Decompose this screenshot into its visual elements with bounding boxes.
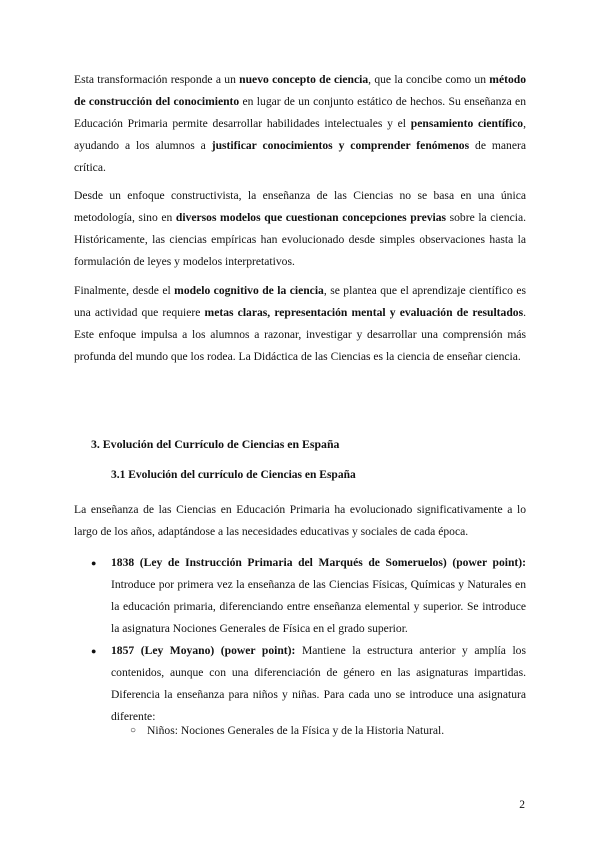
paragraph-cognitive-model: Finalmente, desde el modelo cognitivo de la ciencia, se plantea que el aprendizaje científico es una actividad que requiere metas claras, representación mental y evaluación de resultados. Este enfoque impulsa a los alumnos a razonar, investigar y desarrollar una comprensión más profunda del mundo que los rodea. La Didáctica de las Ciencias es la ciencia de enseñar ciencia. <box>74 284 526 363</box>
sub-list-item-ninos: ○ Niños: Nociones Generales de la Física y de la Historia Natural. <box>147 720 527 742</box>
circle-bullet-icon: ○ <box>130 725 137 736</box>
paragraph-constructivist: Desde un enfoque constructivista, la enseñanza de las Ciencias no se basa en una única metodología, sino en diversos modelos que cuestionan concepciones previas sobre la ciencia. Históricamente, las ciencias empíricas han evolucionado desde simples observaciones hasta la formulación de leyes y modelos interpretativos. <box>74 189 526 268</box>
paragraph-new-concept: Esta transformación responde a un nuevo concepto de ciencia, que la concibe como un método de construcción del conocimiento en lugar de un conjunto estático de hechos. Su enseñanza en Educación Primaria permite desarrollar habilidades intelectuales y el pensamiento científico, ayudando a los alumnos a justificar conocimientos y comprender fenómenos de manera crítica. <box>74 73 526 174</box>
section-heading: 3. Evolución del Currículo de Ciencias en España <box>91 437 340 451</box>
list-item-1857: ● 1857 (Ley Moyano) (power point): Mantiene la estructura anterior y amplía los contenidos, aunque con una diferenciación de género en las asignaturas impartidas. Diferencia la enseñanza para niños y niñas. Para cada uno se introduce una asignatura diferente: <box>111 640 526 728</box>
subsection-heading: 3.1 Evolución del currículo de Ciencias en España <box>111 469 356 481</box>
bullet-icon: ● <box>91 558 97 568</box>
page-number: 2 <box>519 799 525 811</box>
list-item-1838: ● 1838 (Ley de Instrucción Primaria del Marqués de Someruelos) (power point): Introduce por primera vez la enseñanza de las Ciencias Físicas, Químicas y Naturales en la educación primaria, diferenciando entre enseñanza elemental y superior. Se introduce la asignatura Nociones Generales de Física en el grado superior. <box>111 552 526 640</box>
paragraph-evolution: La enseñanza de las Ciencias en Educación Primaria ha evolucionado significativamente a lo largo de los años, adaptándose a las necesidades educativas y sociales de cada época. <box>74 503 526 538</box>
bullet-icon: ● <box>91 646 97 656</box>
